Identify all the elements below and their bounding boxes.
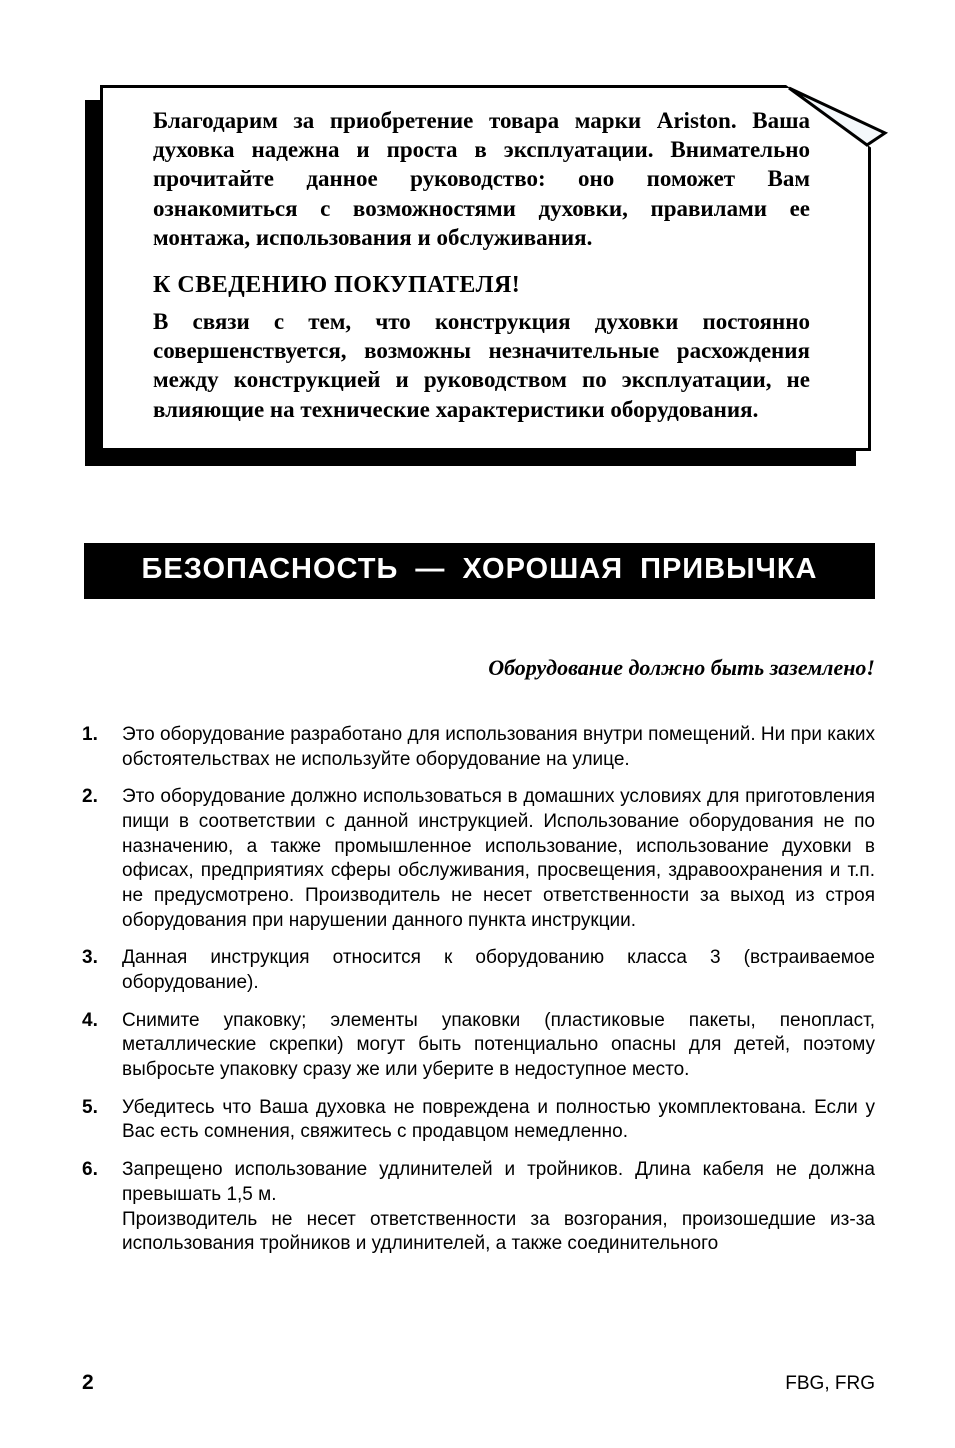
item-text: Это оборудование разработано для использования внутри помещений. Ни при каких обстоятельствах не используйте оборудование на улице. xyxy=(122,723,876,770)
notice-paragraph-2: В связи с тем, что конструкция духовки постоянно совершенствуется, возможны незначительные расхождения между конструкцией и руководством по эксплуатации, не влияющие на технические характеристики оборудования. xyxy=(153,309,810,422)
page-number: 2 xyxy=(82,1371,94,1394)
list-item xyxy=(82,946,875,995)
section-banner: БЕЗОПАСНОСТЬ — ХОРОШАЯ ПРИВЫЧКА xyxy=(84,543,875,599)
item-text-continued: Производитель не несет ответственности за возгорания, произошедшие из-за использования тройников и удлинителей, а также соединительного xyxy=(122,1208,875,1255)
notice-box xyxy=(100,85,871,451)
item-text: Это оборудование должно использоваться в домашних условиях для приготовления пищи в соответствии с данной инструкцией. Использование оборудования не по назначению, а также промышленное использование, использование духовки в офисах, предприятиях сферы обслуживания, просвещения, здравоохранения и т.п. не предусмотрено. Производитель не несет ответственности за выход из строя оборудования при нарушении данного пункта инструкции. xyxy=(122,786,875,931)
page-footer xyxy=(82,1371,875,1395)
list-item xyxy=(82,785,875,933)
notice-paragraph-1: Благодарим за приобретение товара марки Ariston. Ваша духовка надежна и проста в эксплуатации. Внимательно прочитайте данное руководство: оно поможет Вам ознакомиться с возможностями духовки, правилами ее монтажа, использования и обслуживания. xyxy=(153,108,810,250)
model-code: FBG, FRG xyxy=(785,1373,875,1394)
item-number: 1. xyxy=(82,723,98,745)
item-number: 5. xyxy=(82,1096,98,1118)
item-number: 6. xyxy=(82,1159,98,1181)
notice-heading: К СВЕДЕНИЮ ПОКУПАТЕЛЯ! xyxy=(153,272,521,299)
item-text: Снимите упаковку; элементы упаковки (пластиковые пакеты, пенопласт, металлические скрепки) могут быть потенциально опасны для детей, поэтому выбросьте упаковку сразу же или уберите в недоступное место. xyxy=(122,1009,875,1081)
item-text: Данная инструкция относится к оборудованию класса 3 (встраиваемое оборудование). xyxy=(122,947,875,994)
list-item xyxy=(82,1096,875,1145)
list-item xyxy=(82,723,875,772)
item-number: 4. xyxy=(82,1009,98,1031)
item-number: 3. xyxy=(82,947,98,969)
grounding-note: Оборудование должно быть заземлено! xyxy=(488,654,875,680)
safety-list xyxy=(82,723,875,1257)
item-text: Убедитесь что Ваша духовка не повреждена и полностью укомплектована. Если у Вас есть сомнения, свяжитесь с продавцом немедленно. xyxy=(122,1096,875,1143)
list-item xyxy=(82,1009,875,1083)
page-fold-icon xyxy=(766,85,896,163)
list-item xyxy=(82,1158,875,1257)
item-text: Запрещено использование удлинителей и тройников. Длина кабеля не должна превышать 1,5 м. xyxy=(122,1159,875,1205)
notice-box-wrapper xyxy=(100,85,871,451)
item-number: 2. xyxy=(82,786,98,808)
page xyxy=(0,85,955,1448)
